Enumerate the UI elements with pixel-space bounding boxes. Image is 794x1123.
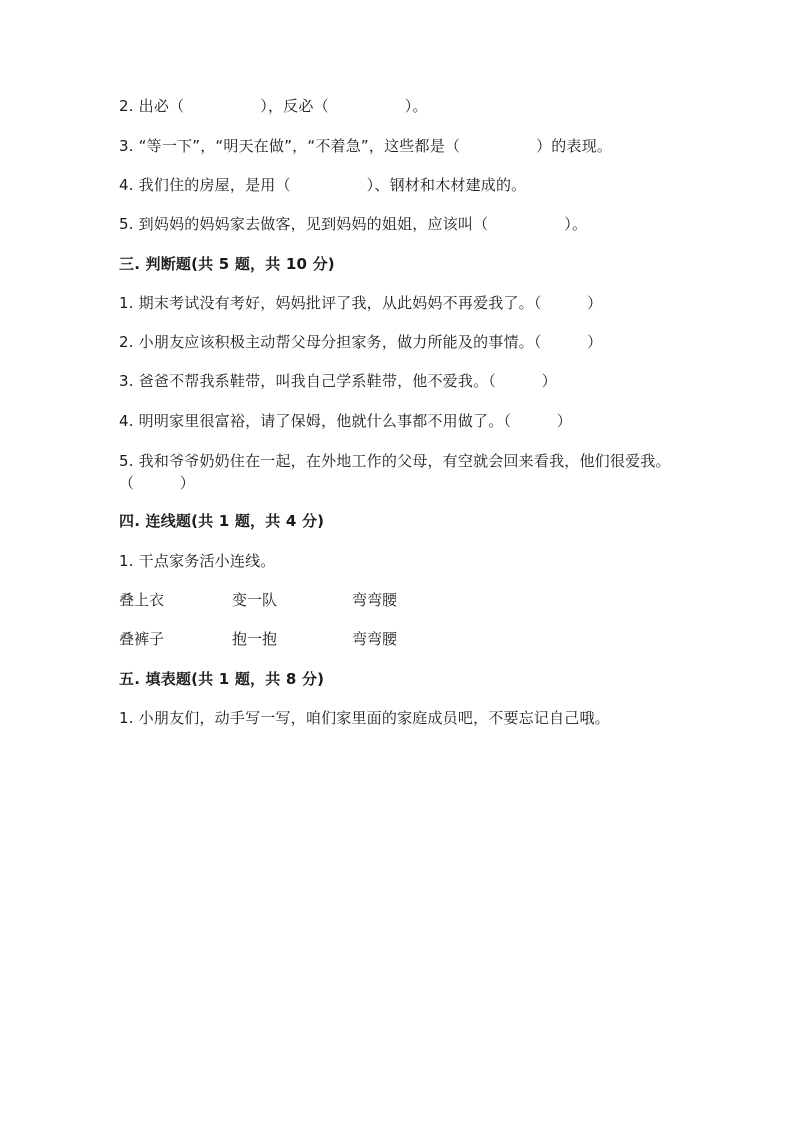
match-row2-col2: 抱一抱 (232, 630, 278, 648)
true-false-item-2: 2. 小朋友应该积极主动帮父母分担家务，做力所能及的事情。（ ） (119, 333, 603, 351)
fill-blank-item-3: 3. “等一下”，“明天在做”，“不着急”，这些都是（ ）的表现。 (119, 137, 613, 155)
match-row2-col1: 叠裤子 (119, 630, 165, 648)
fill-blank-item-2: 2. 出必（ ），反必（ ）。 (119, 97, 428, 115)
match-row1-col3: 弯弯腰 (352, 591, 398, 609)
fill-table-question: 1. 小朋友们，动手写一写，咱们家里面的家庭成员吧，不要忘记自己哦。 (119, 709, 610, 727)
match-row1-col1: 叠上衣 (119, 591, 165, 609)
matching-question: 1. 干点家务活小连线。 (119, 552, 276, 570)
section-heading-true-false: 三. 判断题(共 5 题，共 10 分) (119, 255, 335, 273)
fill-blank-item-5: 5. 到妈妈的妈妈家去做客，见到妈妈的姐姐，应该叫（ ）。 (119, 215, 588, 233)
match-row2-col3: 弯弯腰 (352, 630, 398, 648)
true-false-item-3: 3. 爸爸不帮我系鞋带，叫我自己学系鞋带，他不爱我。（ ） (119, 372, 557, 390)
match-row1-col2: 变一队 (232, 591, 278, 609)
true-false-item-4: 4. 明明家里很富裕，请了保姆，他就什么事都不用做了。（ ） (119, 412, 572, 430)
section-heading-matching: 四. 连线题(共 1 题，共 4 分) (119, 512, 325, 530)
fill-blank-item-4: 4. 我们住的房屋，是用（ ）、钢材和木材建成的。 (119, 176, 527, 194)
true-false-item-1: 1. 期末考试没有考好，妈妈批评了我，从此妈妈不再爱我了。（ ） (119, 294, 603, 312)
true-false-item-5: 5. 我和爷爷奶奶住在一起，在外地工作的父母，有空就会回来看我，他们很爱我。（ ） (119, 452, 671, 492)
section-heading-fill-table: 五. 填表题(共 1 题，共 8 分) (119, 670, 325, 688)
